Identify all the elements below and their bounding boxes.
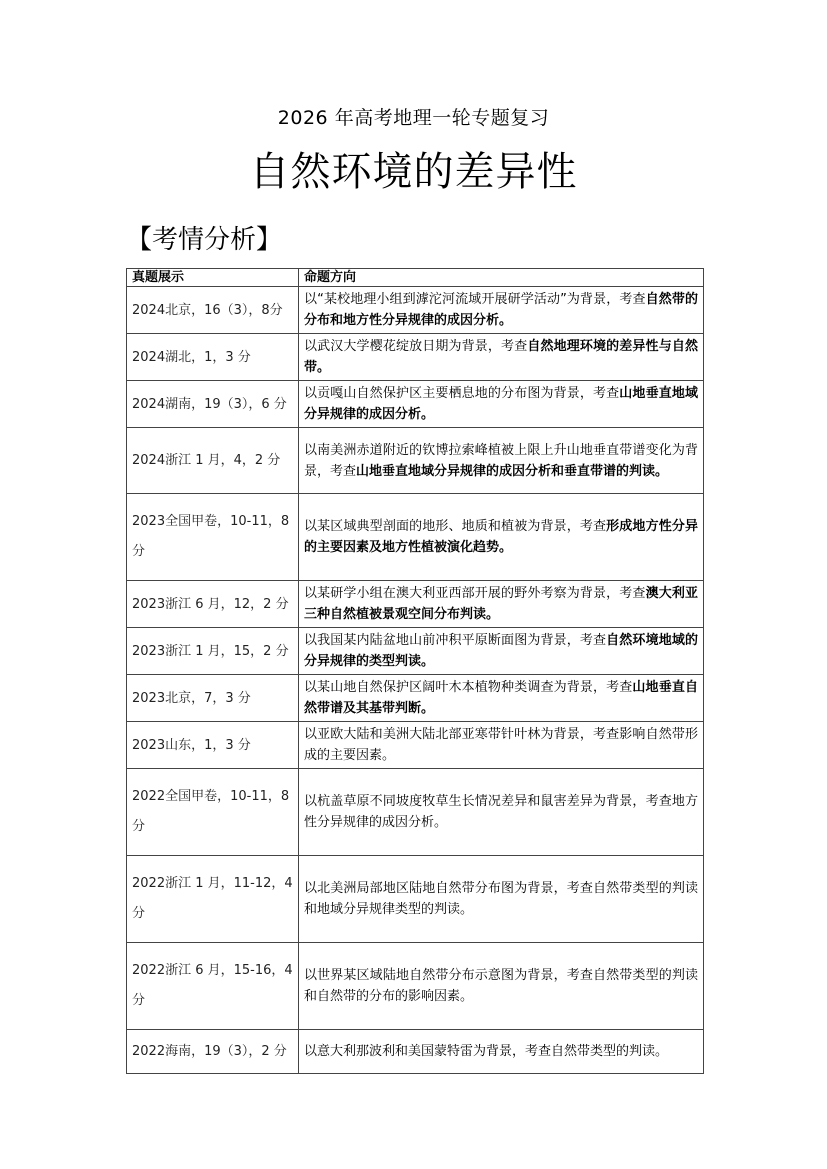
column-header-source: 真题展示 [127, 269, 299, 287]
table-row [127, 381, 704, 428]
table-row [127, 628, 704, 675]
exam-direction-cell: 以世界某区域陆地自然带分布示意图为背景，考查自然带类型的判读和自然带的分布的影响因素。 [299, 943, 704, 1030]
exam-source-cell: 2023浙江 1 月，15，2 分 [127, 628, 299, 675]
exam-source-cell: 2022全国甲卷，10-11，8分 [127, 769, 299, 856]
exam-direction-cell: 以某研学小组在澳大利亚西部开展的野外考察为背景，考查澳大利亚三种自然植被景观空间分布判读。 [299, 581, 704, 628]
exam-direction-cell: 以某山地自然保护区阔叶木本植物种类调查为背景，考查山地垂直自然带谱及其基带判断。 [299, 675, 704, 722]
table-row [127, 287, 704, 334]
exam-source-cell: 2024北京，16（3），8分 [127, 287, 299, 334]
document-subtitle: 2026 年高考地理一轮专题复习 [277, 107, 550, 129]
exam-direction-cell: 以某区域典型剖面的地形、地质和植被为背景，考查形成地方性分异的主要因素及地方性植被演化趋势。 [299, 494, 704, 581]
exam-source-cell: 2022浙江 6 月，15-16，4分 [127, 943, 299, 1030]
table-row [127, 722, 704, 769]
exam-direction-cell: 以武汉大学樱花绽放日期为背景，考查自然地理环境的差异性与自然带。 [299, 334, 704, 381]
exam-source-cell: 2023全国甲卷，10-11，8分 [127, 494, 299, 581]
exam-source-cell: 2023浙江 6 月，12，2 分 [127, 581, 299, 628]
table-row [127, 334, 704, 381]
exam-source-cell: 2024湖南，19（3），6 分 [127, 381, 299, 428]
table-row [127, 494, 704, 581]
table-row [127, 856, 704, 943]
table-row [127, 675, 704, 722]
table-row [127, 428, 704, 494]
exam-source-cell: 2023山东，1，3 分 [127, 722, 299, 769]
exam-analysis-table [126, 268, 704, 1074]
exam-source-cell: 2022海南，19（3），2 分 [127, 1030, 299, 1074]
table-row [127, 581, 704, 628]
exam-source-cell: 2023北京，7，3 分 [127, 675, 299, 722]
exam-source-cell: 2022浙江 1 月，11-12，4分 [127, 856, 299, 943]
table-header-row [127, 269, 704, 287]
section-heading: 【考情分析】 [126, 225, 283, 255]
exam-direction-cell: 以杭盖草原不同坡度牧草生长情况差异和鼠害差异为背景，考查地方性分异规律的成因分析。 [299, 769, 704, 856]
table-row [127, 1030, 704, 1074]
exam-direction-cell: 以贡嘎山自然保护区主要栖息地的分布图为背景，考查山地垂直地域分异规律的成因分析。 [299, 381, 704, 428]
exam-direction-cell: 以亚欧大陆和美洲大陆北部亚寒带针叶林为背景，考查影响自然带形成的主要因素。 [299, 722, 704, 769]
exam-source-cell: 2024浙江 1 月，4，2 分 [127, 428, 299, 494]
column-header-direction: 命题方向 [299, 269, 704, 287]
exam-direction-cell: 以北美洲局部地区陆地自然带分布图为背景，考查自然带类型的判读和地域分异规律类型的判读。 [299, 856, 704, 943]
exam-direction-cell: 以我国某内陆盆地山前冲积平原断面图为背景，考查自然环境地域的分异规律的类型判读。 [299, 628, 704, 675]
exam-source-cell: 2024湖北，1，3 分 [127, 334, 299, 381]
exam-direction-cell: 以“某校地理小组到滹沱河流域开展研学活动”为背景，考查自然带的分布和地方性分异规律的成因分析。 [299, 287, 704, 334]
document-title: 自然环境的差异性 [249, 149, 578, 195]
table-row [127, 943, 704, 1030]
exam-direction-cell: 以南美洲赤道附近的钦博拉索峰植被上限上升山地垂直带谱变化为背景，考查山地垂直地域分异规律的成因分析和垂直带谱的判读。 [299, 428, 704, 494]
exam-direction-cell: 以意大利那波利和美国蒙特雷为背景，考查自然带类型的判读。 [299, 1030, 704, 1074]
table-row [127, 769, 704, 856]
